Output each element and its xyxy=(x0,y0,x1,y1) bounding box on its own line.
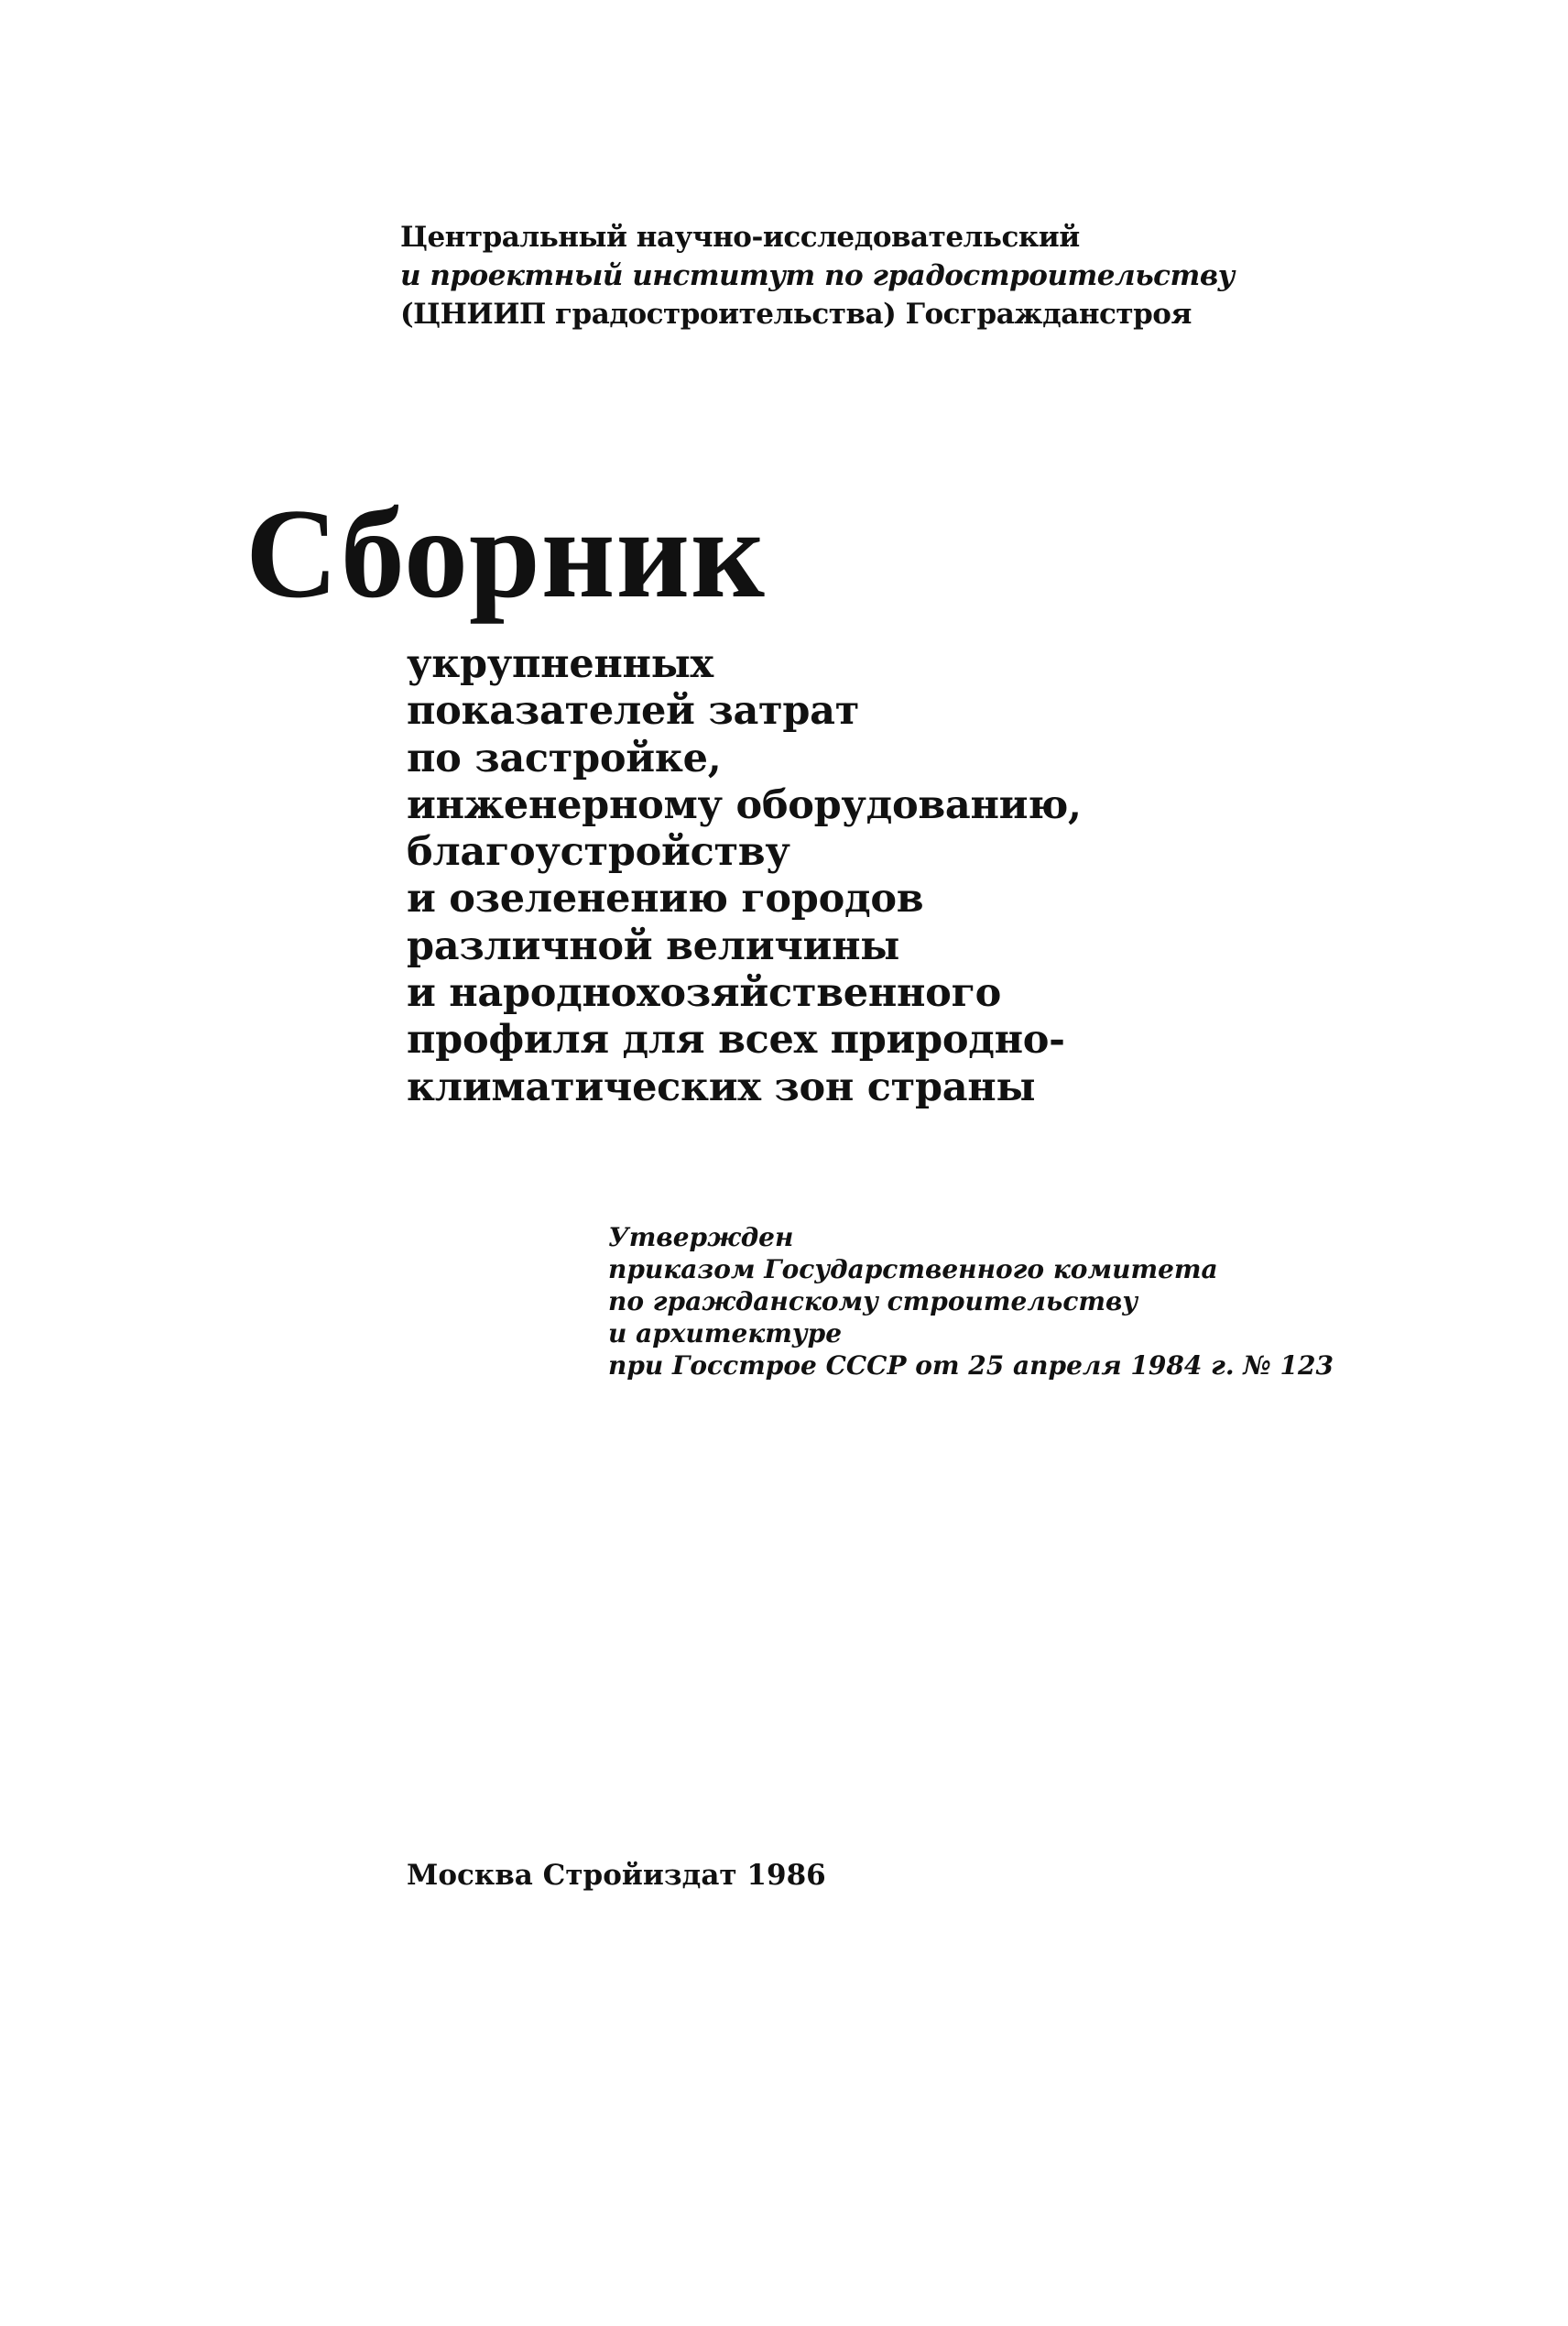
subtitle-line: укрупненных xyxy=(407,641,713,687)
subtitle-line: инженерному оборудованию, xyxy=(407,781,1082,828)
institution-block xyxy=(400,218,1235,333)
publisher-imprint: Москва Стройиздат 1986 xyxy=(407,1859,826,1892)
approval-line: приказом Государственного комитета xyxy=(608,1254,1218,1284)
subtitle-line: и народнохозяйственного xyxy=(407,970,1001,1017)
institution-line: и проектный институт по градостроительству xyxy=(400,259,1235,292)
book-title: Сборник xyxy=(245,483,766,625)
subtitle-line: показателей затрат xyxy=(407,688,860,735)
approval-line: по гражданскому строительству xyxy=(608,1286,1138,1316)
subtitle-line: благоустройству xyxy=(407,829,790,876)
subtitle-line: и озеленению городов xyxy=(407,876,924,923)
subtitle-line: различной величины xyxy=(407,923,900,969)
book-subtitle xyxy=(407,641,1082,1111)
approval-note xyxy=(608,1221,1334,1381)
institution-line: (ЦНИИП градостроительства) Госгражданстроя xyxy=(400,298,1192,331)
subtitle-line: по застройке, xyxy=(407,735,722,781)
approval-line: и архитектуре xyxy=(608,1318,843,1349)
subtitle-line: климатических зон страны xyxy=(407,1064,1036,1110)
subtitle-line: профиля для всех природно- xyxy=(407,1017,1065,1064)
approval-line: Утвержден xyxy=(608,1222,794,1252)
institution-line: Центральный научно-исследовательский xyxy=(400,221,1080,254)
approval-line: при Госстрое СССР от 25 апреля 1984 г. № 123 xyxy=(608,1350,1334,1381)
